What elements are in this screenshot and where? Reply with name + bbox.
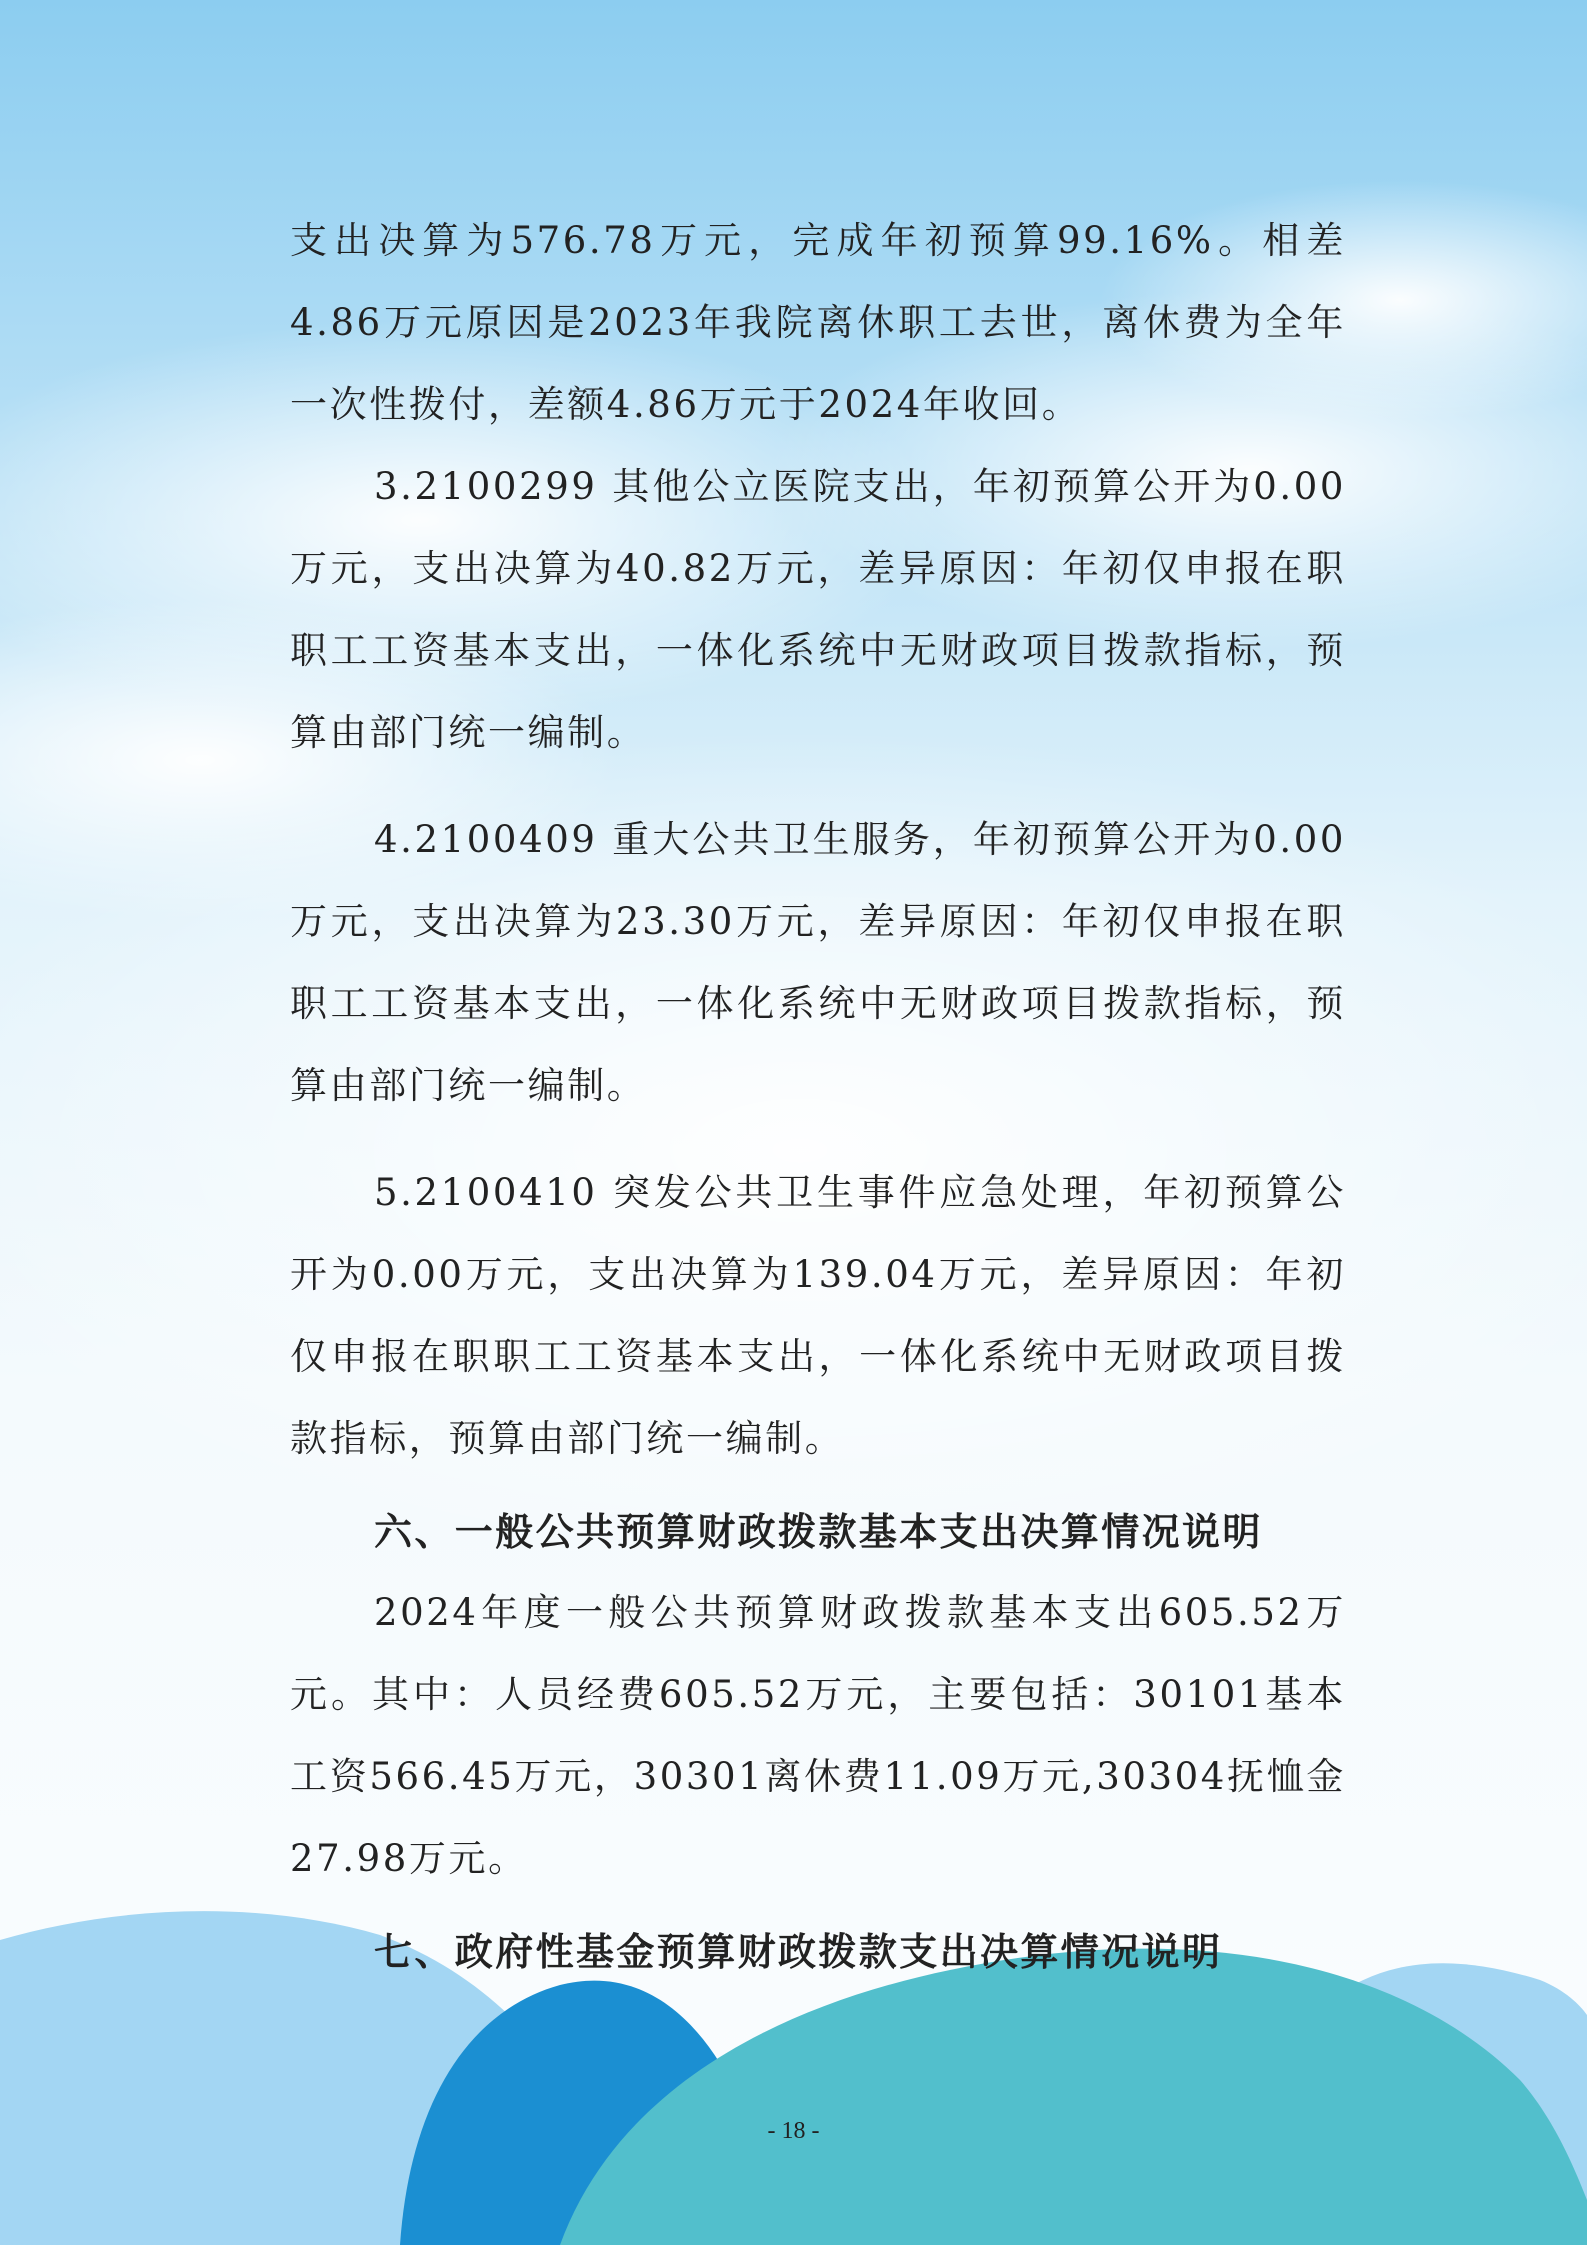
section-heading-6: 六、一般公共预算财政拨款基本支出决算情况说明 <box>374 1510 1263 1554</box>
page-number: - 18 - <box>767 2118 820 2144</box>
paragraph-item-5: 5.2100410 突发公共卫生事件应急处理，年初预算公开为0.00万元，支出决算为139.04万元，差异原因：年初仅申报在职职工工资基本支出，一体化系统中无财政项目拨款指标，预算由部门统一编制。 <box>290 1171 1346 1460</box>
paragraph-item-3: 3.2100299 其他公立医院支出，年初预算公开为0.00万元，支出决算为40.82万元，差异原因：年初仅申报在职职工工资基本支出，一体化系统中无财政项目拨款指标，预算由部门统一编制。 <box>290 465 1346 754</box>
section-heading-7: 七、政府性基金预算财政拨款支出决算情况说明 <box>374 1930 1223 1974</box>
paragraph-basic-expense: 2024年度一般公共预算财政拨款基本支出605.52万元。其中：人员经费605.52万元，主要包括：30101基本工资566.45万元，30301离休费11.09万元,30304抚恤金27.98万元。 <box>290 1591 1346 1880</box>
paragraph-expense-summary: 支出决算为576.78万元，完成年初预算99.16%。相差4.86万元原因是2023年我院离休职工去世，离休费为全年一次性拨付，差额4.86万元于2024年收回。 <box>290 219 1346 426</box>
document-body <box>290 200 1346 1992</box>
paragraph-item-4: 4.2100409 重大公共卫生服务，年初预算公开为0.00万元，支出决算为23.30万元，差异原因：年初仅申报在职职工工资基本支出，一体化系统中无财政项目拨款指标，预算由部门统一编制。 <box>290 818 1346 1107</box>
